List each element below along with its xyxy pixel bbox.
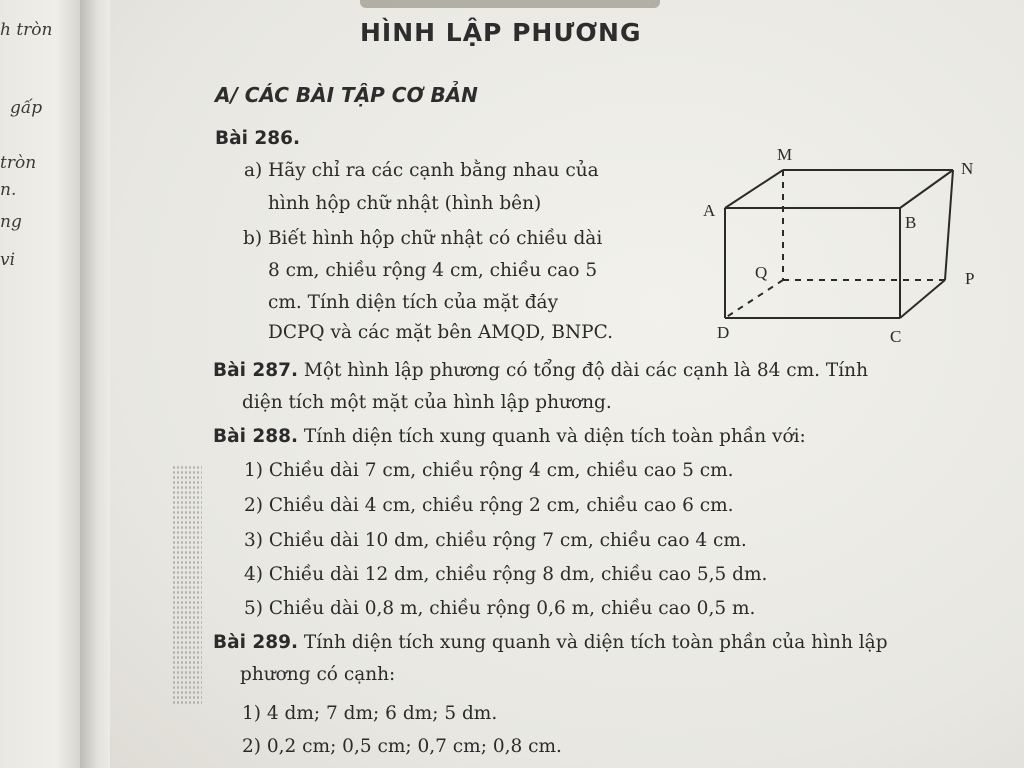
exercise-286-b-line4: DCPQ và các mặt bên AMQD, BNPC. xyxy=(268,322,613,343)
exercise-288-item: 5) Chiều dài 0,8 m, chiều rộng 0,6 m, chiều cao 0,5 m. xyxy=(244,598,756,619)
vertex-label-b: B xyxy=(905,213,917,232)
exercise-286-label: Bài 286. xyxy=(215,128,301,149)
exercise-288-intro xyxy=(213,426,806,447)
edge-np xyxy=(945,170,953,280)
vertex-label-p: P xyxy=(965,269,975,288)
vertex-label-d: D xyxy=(717,323,730,342)
exercise-286-a-line2: hình hộp chữ nhật (hình bên) xyxy=(268,193,542,214)
exercise-289-item: 1) 4 dm; 7 dm; 6 dm; 5 dm. xyxy=(242,703,498,724)
exercise-288-item: 3) Chiều dài 10 dm, chiều rộng 7 cm, chiều cao 4 cm. xyxy=(244,530,747,551)
exercise-288-item: 4) Chiều dài 12 dm, chiều rộng 8 dm, chiều cao 5,5 dm. xyxy=(244,564,768,585)
prev-page-fragment: n. xyxy=(0,180,17,200)
prev-page-fragment: ng xyxy=(0,212,22,232)
exercise-287-text1: Một hình lập phương có tổng độ dài các cạnh là 84 cm. Tính xyxy=(303,360,868,381)
prev-page-fragment: gấp xyxy=(10,98,43,118)
section-heading: A/ CÁC BÀI TẬP CƠ BẢN xyxy=(215,83,478,107)
print-stipple xyxy=(172,465,202,705)
page-top-decoration xyxy=(360,0,660,8)
vertex-label-q: Q xyxy=(755,263,768,282)
exercise-289-label: Bài 289. xyxy=(213,632,299,653)
exercise-288-item: 2) Chiều dài 4 cm, chiều rộng 2 cm, chiều cao 6 cm. xyxy=(244,495,734,516)
exercise-288-item: 1) Chiều dài 7 cm, chiều rộng 4 cm, chiều cao 5 cm. xyxy=(244,460,734,481)
exercise-288-label: Bài 288. xyxy=(213,426,299,447)
hidden-edge-qd xyxy=(725,280,783,318)
edge-pc xyxy=(900,280,945,318)
exercise-286-b-line3: cm. Tính diện tích của mặt đáy xyxy=(268,292,559,313)
exercise-287-line2: diện tích một mặt của hình lập phương. xyxy=(242,392,612,413)
prev-page-fragment: h tròn xyxy=(0,20,53,40)
edge-nb xyxy=(900,170,953,208)
exercise-286-a-line1: a) Hãy chỉ ra các cạnh bằng nhau của xyxy=(244,160,599,181)
vertex-label-c: C xyxy=(890,327,902,346)
vertex-label-a: A xyxy=(703,201,716,220)
rectangular-box-figure xyxy=(695,140,995,350)
book-gutter xyxy=(80,0,110,768)
exercise-287-line1 xyxy=(213,360,868,381)
previous-page xyxy=(0,0,82,768)
prev-page-fragment: vi xyxy=(0,250,16,270)
exercise-289-text1: Tính diện tích xung quanh và diện tích toàn phần của hình lập xyxy=(303,632,888,653)
exercise-286-b-line1: b) Biết hình hộp chữ nhật có chiều dài xyxy=(243,228,603,249)
exercise-289-line1 xyxy=(213,632,888,653)
vertex-label-n: N xyxy=(961,159,974,178)
exercise-288-intro-text: Tính diện tích xung quanh và diện tích toàn phần với: xyxy=(303,426,806,447)
exercise-287-label: Bài 287. xyxy=(213,360,299,381)
vertex-label-m: M xyxy=(777,145,793,164)
exercise-289-item: 2) 0,2 cm; 0,5 cm; 0,7 cm; 0,8 cm. xyxy=(242,736,562,757)
prev-page-fragment: tròn xyxy=(0,153,37,173)
exercise-286-b-line2: 8 cm, chiều rộng 4 cm, chiều cao 5 xyxy=(268,260,598,281)
edge-am xyxy=(725,170,783,208)
exercise-289-line2: phương có cạnh: xyxy=(240,664,396,685)
page-title: HÌNH LẬP PHƯƠNG xyxy=(360,18,642,47)
